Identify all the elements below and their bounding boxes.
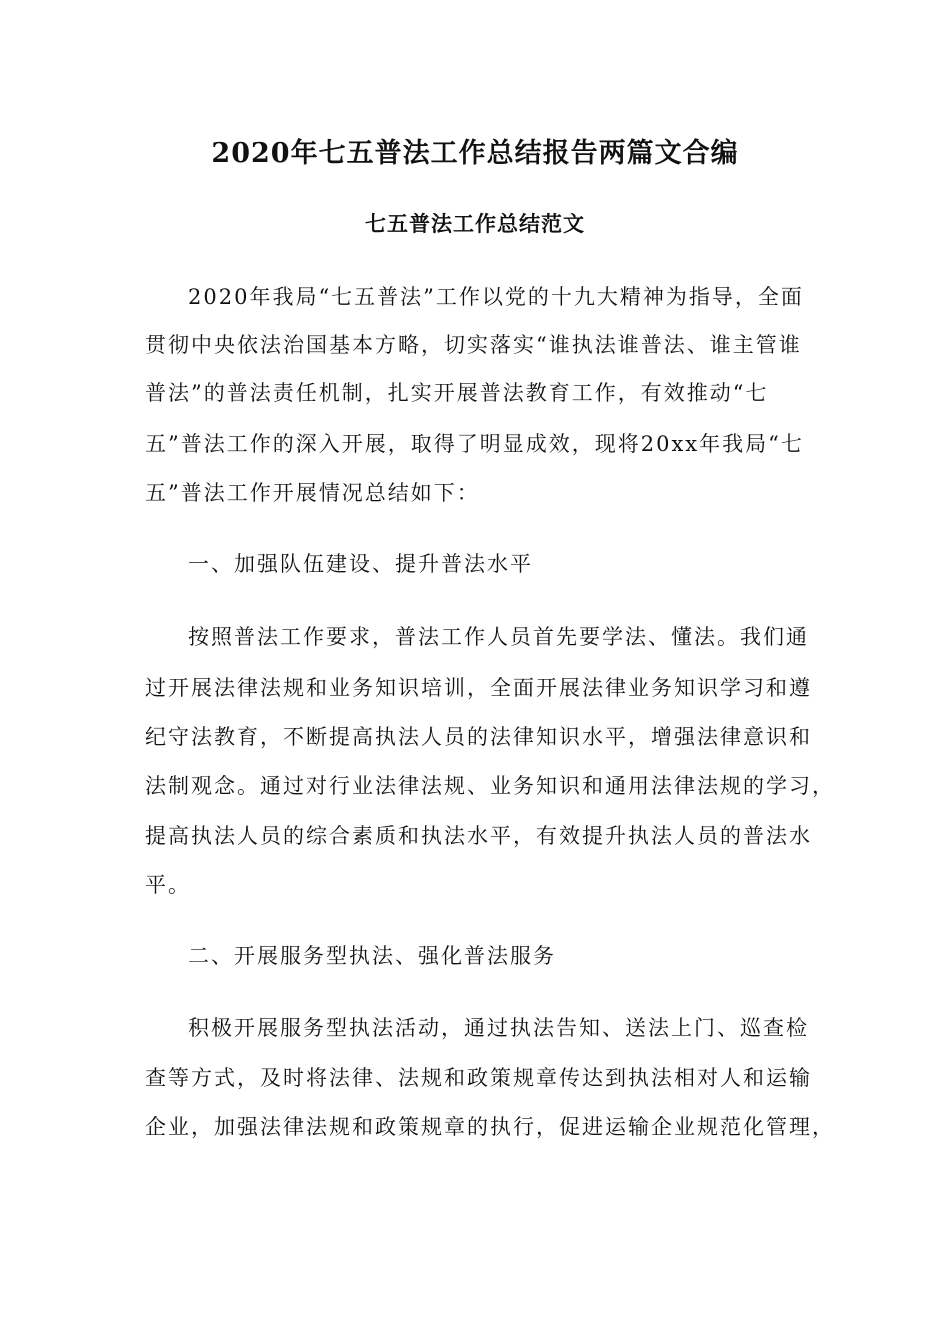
paragraph-line: 纪守法教育，不断提高执法人员的法律知识水平，增强法律意识和 [145, 725, 812, 749]
paragraph-line: 2020年我局“七五普法”工作以党的十九大精神为指导，全面 [188, 285, 804, 309]
paragraph-line: 五”普法工作开展情况总结如下： [145, 481, 480, 505]
paragraph-line: 提高执法人员的综合素质和执法水平，有效提升执法人员的普法水 [145, 824, 812, 848]
document-title: 2020年七五普法工作总结报告两篇文合编 [211, 138, 739, 169]
paragraph-line: 按照普法工作要求，普法工作人员首先要学法、懂法。我们通 [188, 625, 809, 649]
paragraph-line: 积极开展服务型执法活动，通过执法告知、送法上门、巡查检 [188, 1016, 809, 1040]
section-heading: 一、加强队伍建设、提升普法水平 [188, 552, 533, 576]
paragraph-line: 查等方式，及时将法律、法规和政策规章传达到执法相对人和运输 [145, 1066, 812, 1090]
paragraph-line: 平。 [145, 873, 191, 897]
paragraph-line: 企业，加强法律法规和政策规章的执行，促进运输企业规范化管理， [145, 1115, 835, 1139]
paragraph-line: 五”普法工作的深入开展，取得了明显成效，现将20xx年我局“七 [145, 432, 804, 456]
document-subtitle: 七五普法工作总结范文 [365, 211, 585, 236]
paragraph-line: 普法”的普法责任机制，扎实开展普法教育工作，有效推动“七 [145, 381, 769, 405]
paragraph-line: 过开展法律法规和业务知识培训，全面开展法律业务知识学习和遵 [145, 676, 812, 700]
paragraph-line: 贯彻中央依法治国基本方略，切实落实“谁执法谁普法、谁主管谁 [145, 333, 802, 357]
paragraph-line: 法制观念。通过对行业法律法规、业务知识和通用法律法规的学习， [145, 774, 835, 798]
section-heading: 二、开展服务型执法、强化普法服务 [188, 944, 556, 968]
